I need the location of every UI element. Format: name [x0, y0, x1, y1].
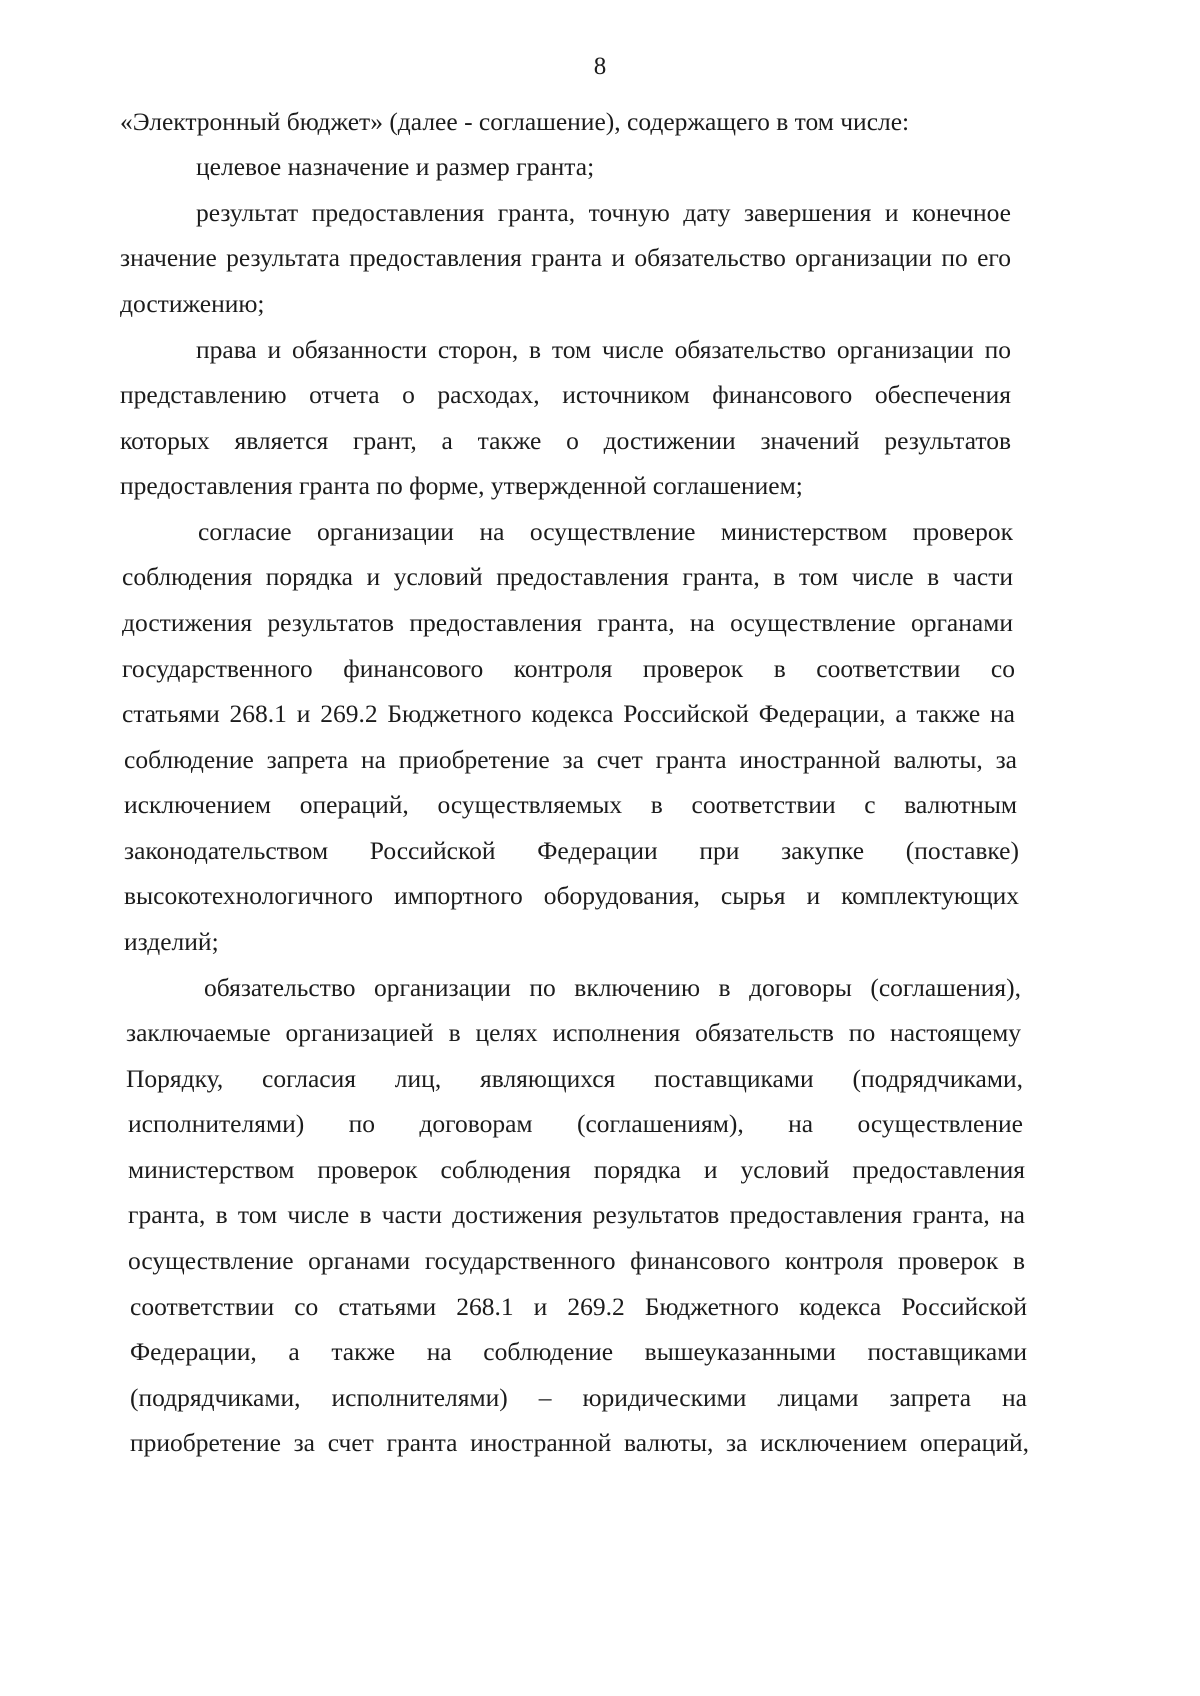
text-line: согласие организации на осуществление министерством проверок	[198, 517, 1013, 546]
document-body	[0, 100, 1200, 1680]
text-line: осуществление органами государственного финансового контроля проверок в	[128, 1246, 1025, 1275]
text-line: законодательством Российской Федерации при закупке (поставке)	[124, 836, 1019, 865]
text-line: высокотехнологичного импортного оборудования, сырья и комплектующих	[124, 881, 1019, 910]
text-line: гранта, в том числе в части достижения результатов предоставления гранта, на	[128, 1200, 1025, 1229]
text-line: предоставления гранта по форме, утвержденной соглашением;	[120, 471, 803, 500]
text-line: изделий;	[124, 927, 219, 956]
text-line: исполнителями) по договорам (соглашениям), на осуществление	[128, 1109, 1023, 1138]
text-line: права и обязанности сторон, в том числе обязательство организации по	[196, 335, 1011, 364]
text-line: соответствии со статьями 268.1 и 269.2 Бюджетного кодекса Российской	[130, 1292, 1027, 1321]
text-line: достижению;	[120, 289, 265, 318]
text-line: которых является грант, а также о достижении значений результатов	[120, 426, 1011, 455]
text-line: Порядку, согласия лиц, являющихся поставщиками (подрядчиками,	[126, 1064, 1023, 1093]
text-line: статьями 268.1 и 269.2 Бюджетного кодекса Российской Федерации, а также на	[122, 699, 1015, 728]
text-line: представлению отчета о расходах, источником финансового обеспечения	[120, 380, 1011, 409]
text-line: результат предоставления гранта, точную дату завершения и конечное	[196, 198, 1011, 227]
text-line: значение результата предоставления гранта и обязательство организации по его	[120, 243, 1011, 272]
text-line: министерством проверок соблюдения порядка и условий предоставления	[128, 1155, 1025, 1184]
text-line: государственного финансового контроля проверок в соответствии со	[122, 654, 1015, 683]
text-line: соблюдения порядка и условий предоставления гранта, в том числе в части	[122, 562, 1013, 591]
text-line: достижения результатов предоставления гранта, на осуществление органами	[122, 608, 1013, 637]
text-line: исключением операций, осуществляемых в соответствии с валютным	[124, 790, 1017, 819]
text-line: целевое назначение и размер гранта;	[196, 152, 595, 181]
text-line: обязательство организации по включению в договоры (соглашения),	[204, 973, 1021, 1002]
text-line: заключаемые организацией в целях исполнения обязательств по настоящему	[126, 1018, 1021, 1047]
text-line: Федерации, а также на соблюдение вышеуказанными поставщиками	[130, 1337, 1027, 1366]
page-number: 8	[593, 53, 607, 80]
text-line: соблюдение запрета на приобретение за счет гранта иностранной валюты, за	[124, 745, 1017, 774]
text-line: приобретение за счет гранта иностранной валюты, за исключением операций,	[130, 1428, 1029, 1457]
text-line: (подрядчиками, исполнителями) – юридическими лицами запрета на	[130, 1383, 1027, 1412]
text-line: «Электронный бюджет» (далее - соглашение), содержащего в том числе:	[120, 107, 910, 136]
